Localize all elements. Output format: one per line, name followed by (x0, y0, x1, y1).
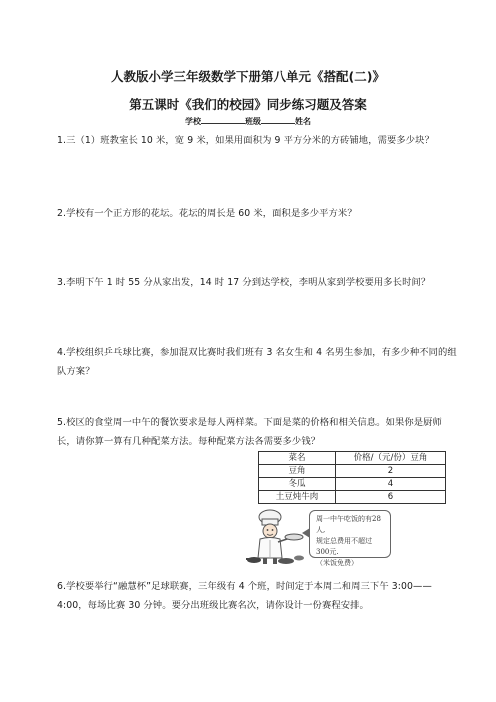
question-2: 2.学校有一个正方形的花坛。花坛的周长是 60 米，面积是多少平方米？ (57, 208, 357, 219)
question-4: 4.学校组织乒乓球比赛，参加混双比赛时我们班有 3 名女生和 4 名男生参加，有多少种不同的组队方案？ (57, 347, 457, 377)
student-info-line (0, 115, 496, 127)
table-header-row (259, 452, 446, 465)
document-subtitle: 第五课时《我们的校园》同步练习题及答案 (129, 97, 367, 112)
question-6: 6.学校要举行“融慧杯”足球联赛，三年级有 4 个班，时间定于本周二和周三下午 3:00——4:00，每场比赛 30 分钟。要分出班级比赛名次，请你设计一份赛程安排。 (57, 581, 432, 611)
table-cell-price: 4 (336, 478, 446, 491)
table-cell-dish: 冬瓜 (259, 478, 336, 491)
table-row (259, 478, 446, 491)
table-row (259, 491, 446, 504)
name-label: 姓名 (295, 117, 311, 126)
table-header-dish: 菜名 (259, 452, 336, 465)
bubble-line: 规定总费用不超过300元. (316, 537, 372, 556)
class-blank (261, 115, 295, 124)
school-label: 学校 (185, 117, 201, 126)
question-5: 5.校区的食堂周一中午的餐饮要求是每人两样菜。下面是菜的价格和相关信息。如果你是厨师长，请你算一算有几种配菜方法。每种配菜方法各需要多少钱？ (57, 417, 442, 447)
speech-bubble (309, 510, 391, 567)
school-blank (201, 115, 245, 124)
table-cell-price: 2 (336, 465, 446, 478)
table-row (259, 465, 446, 478)
table-header-price: 价格/（元/份）豆角 (336, 452, 446, 465)
table-cell-dish: 土豆炖牛肉 (259, 491, 336, 504)
table-cell-dish: 豆角 (259, 465, 336, 478)
question-3: 3.李明下午 1 时 55 分从家出发，14 时 17 分到达学校，李明从家到学校要用多长时间？ (57, 277, 431, 288)
bubble-line: 周一中午吃饭的有28人, (316, 515, 381, 534)
class-label: 班级 (245, 117, 261, 126)
chef-illustration (246, 508, 308, 566)
question-1: 1.三（1）班教室长 10 米，宽 9 米，如果用面积为 9 平方分米的方砖铺地，需要多少块？ (57, 135, 434, 146)
menu-price-table (258, 451, 446, 504)
document-title: 人教版小学三年级数学下册第八单元《搭配(二)》 (111, 69, 385, 84)
table-cell-price: 6 (336, 491, 446, 504)
bubble-line: （米饭免费） (316, 559, 358, 567)
